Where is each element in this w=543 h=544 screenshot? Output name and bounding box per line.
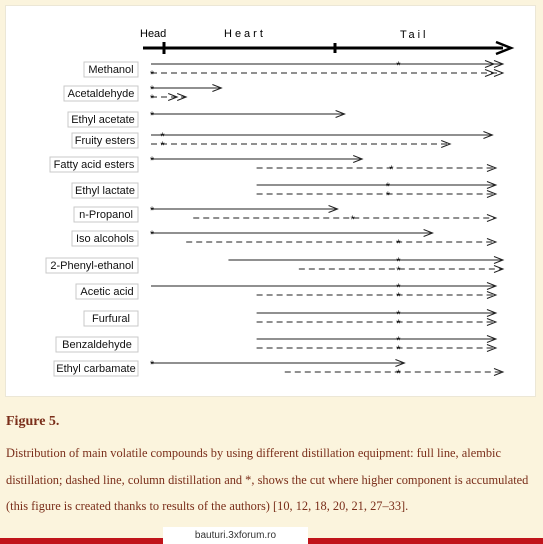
column-peak-marker: * <box>396 291 401 303</box>
column-peak-marker: * <box>385 190 390 202</box>
figure-title: Figure 5. <box>6 414 60 429</box>
compound-label-n-propanol: n-Propanol <box>79 209 133 221</box>
compound-label-fruity-esters: Fruity esters <box>74 135 136 147</box>
alembic-peak-marker: * <box>149 155 155 167</box>
alembic-peak-marker: * <box>396 282 401 294</box>
alembic-peak-marker: * <box>149 359 155 371</box>
column-arrowhead <box>494 266 503 273</box>
phase-label-head: Head <box>140 28 167 40</box>
figure-caption: Distribution of main volatile compounds by using different distillation equipment: full line, alembic distillation; dashed line, column distillation and *, shows the cut where higher component is accumulated (this figure is created thanks to results of the authors) [10, 12, 18, 20, 21, 27–33]. <box>6 446 529 513</box>
alembic-peak-marker: * <box>149 229 155 241</box>
distillation-diagram <box>6 6 535 396</box>
column-peak-marker: * <box>396 238 401 250</box>
compound-label-2-phenyl-ethanol: 2-Phenyl-ethanol <box>50 260 134 272</box>
column-peak-marker: * <box>389 164 394 176</box>
compound-label-fatty-acid-esters: Fatty acid esters <box>53 159 135 171</box>
column-peak-marker: * <box>396 368 401 380</box>
figure-panel <box>5 5 536 397</box>
compound-label-furfural: Furfural <box>92 313 130 325</box>
alembic-peak-marker: * <box>385 181 390 193</box>
column-peak-marker: * <box>396 344 401 356</box>
compound-label-acetic-acid: Acetic acid <box>80 286 134 298</box>
compound-label-ethyl-acetate: Ethyl acetate <box>71 114 135 126</box>
alembic-peak-marker: * <box>396 256 401 268</box>
alembic-peak-marker: * <box>149 84 155 96</box>
alembic-peak-marker: * <box>149 110 155 122</box>
alembic-peak-marker: * <box>396 335 401 347</box>
column-peak-marker: * <box>149 69 155 81</box>
alembic-peak-marker: * <box>396 309 401 321</box>
alembic-peak-marker: * <box>149 205 155 217</box>
phase-label-heart: Heart <box>224 28 266 40</box>
compound-label-methanol: Methanol <box>88 64 134 76</box>
compound-label-benzaldehyde: Benzaldehyde <box>62 339 132 351</box>
phase-label-tail: Tail <box>400 29 429 41</box>
compound-label-ethyl-carbamate: Ethyl carbamate <box>56 363 136 375</box>
column-peak-marker: * <box>149 93 155 105</box>
compound-label-acetaldehyde: Acetaldehyde <box>67 88 135 100</box>
compound-label-ethyl-lactate: Ethyl lactate <box>75 185 135 197</box>
column-peak-marker: * <box>160 140 165 152</box>
column-peak-marker: * <box>396 265 401 277</box>
alembic-peak-marker: * <box>160 131 165 143</box>
alembic-peak-marker: * <box>396 60 401 72</box>
column-peak-marker: * <box>350 214 355 226</box>
compound-label-iso-alcohols: Iso alcohols <box>75 233 135 245</box>
footer-site-label: bauturi.3xforum.ro <box>163 527 308 544</box>
column-peak-marker: * <box>396 318 401 330</box>
